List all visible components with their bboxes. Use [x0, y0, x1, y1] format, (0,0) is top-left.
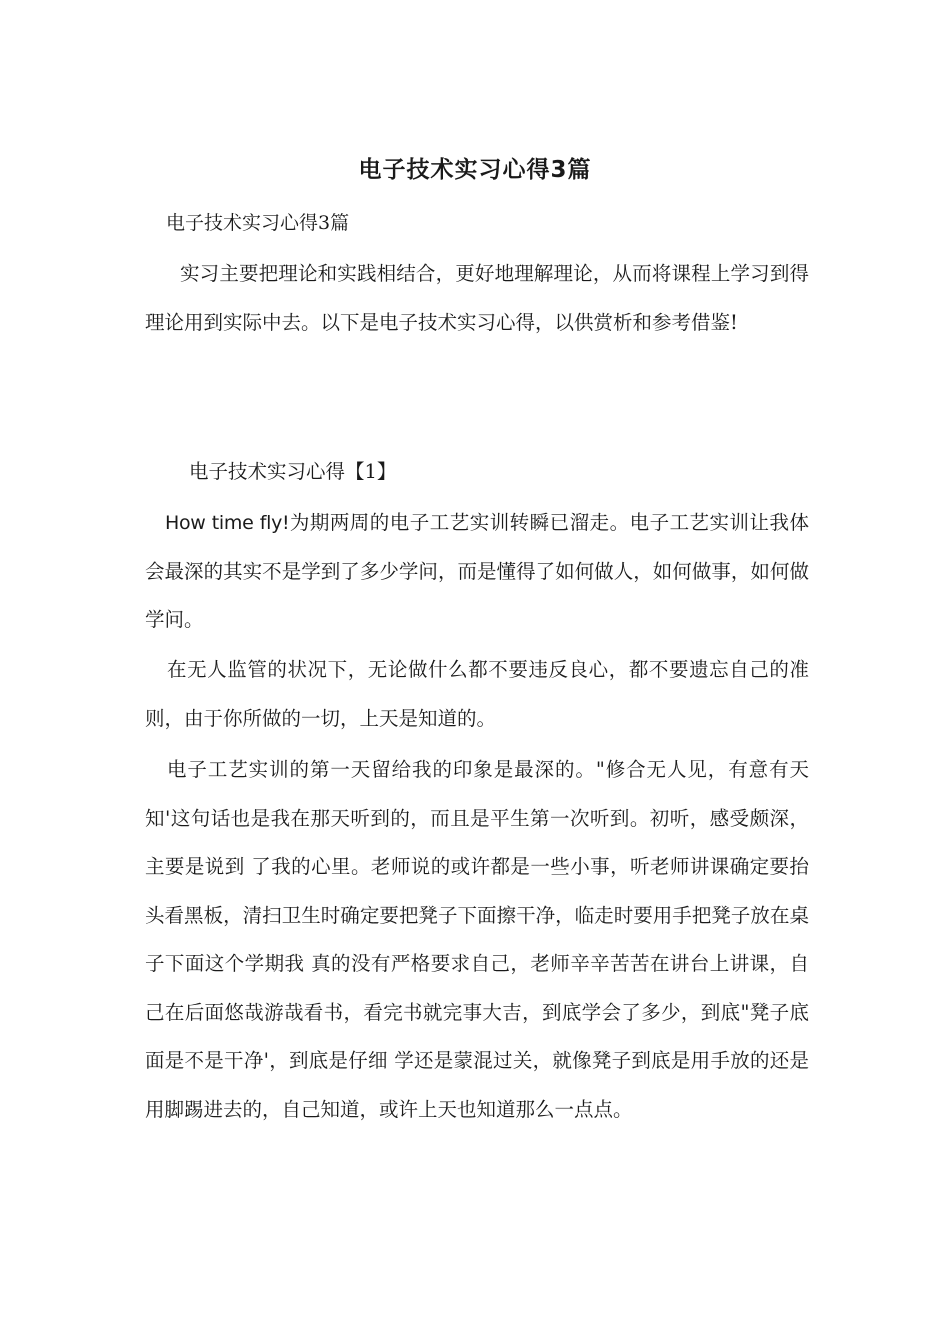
body-paragraph-1-latin: How time fly! — [165, 512, 290, 534]
document-subtitle: 电子技术实习心得3篇 — [166, 212, 350, 234]
body-paragraph-1 — [145, 499, 809, 645]
body-paragraph-3: 电子工艺实训的第一天留给我的印象是最深的。"修合无人见，有意有天知'这句话也是我在那天听到的，而且是平生第一次听到。初听，感受颇深，主要是说到 了我的心里。老师说的或许都是一些小事，听老师讲课确定要抬头看黑板，清扫卫生时确定要把凳子下面擦干净，临走时要用手把凳子放在桌子下面这个学期我 真的没有严格要求自己，老师辛辛苦苦在讲台上讲课，自己在后面悠哉游哉看书，看完书就完事大吉，到底学会了多少，到底"凳子底面是不是干净'，到底是仔细 学还是蒙混过关，就像凳子到底是用手放的还是用脚踢进去的，自己知道，或许上天也知道那么一点点。 — [145, 758, 809, 1121]
body-paragraph-1-text: 为期两周的电子工艺实训转瞬已溜走。电子工艺实训让我体会最深的其实不是学到了多少学问，而是懂得了如何做人，如何做事，如何做学问。 — [145, 511, 809, 631]
document-title: 电子技术实习心得3篇 — [358, 157, 592, 183]
intro-paragraph: 实习主要把理论和实践相结合，更好地理解理论，从而将课程上学习到得理论用到实际中去。以下是电子技术实习心得，以供赏析和参考借鉴! — [145, 262, 809, 334]
section-heading-1: 电子技术实习心得【1】 — [189, 460, 397, 483]
body-paragraph-2: 在无人监管的状况下，无论做什么都不要违反良心，都不要遗忘自己的准则，由于你所做的一切，上天是知道的。 — [145, 658, 809, 730]
